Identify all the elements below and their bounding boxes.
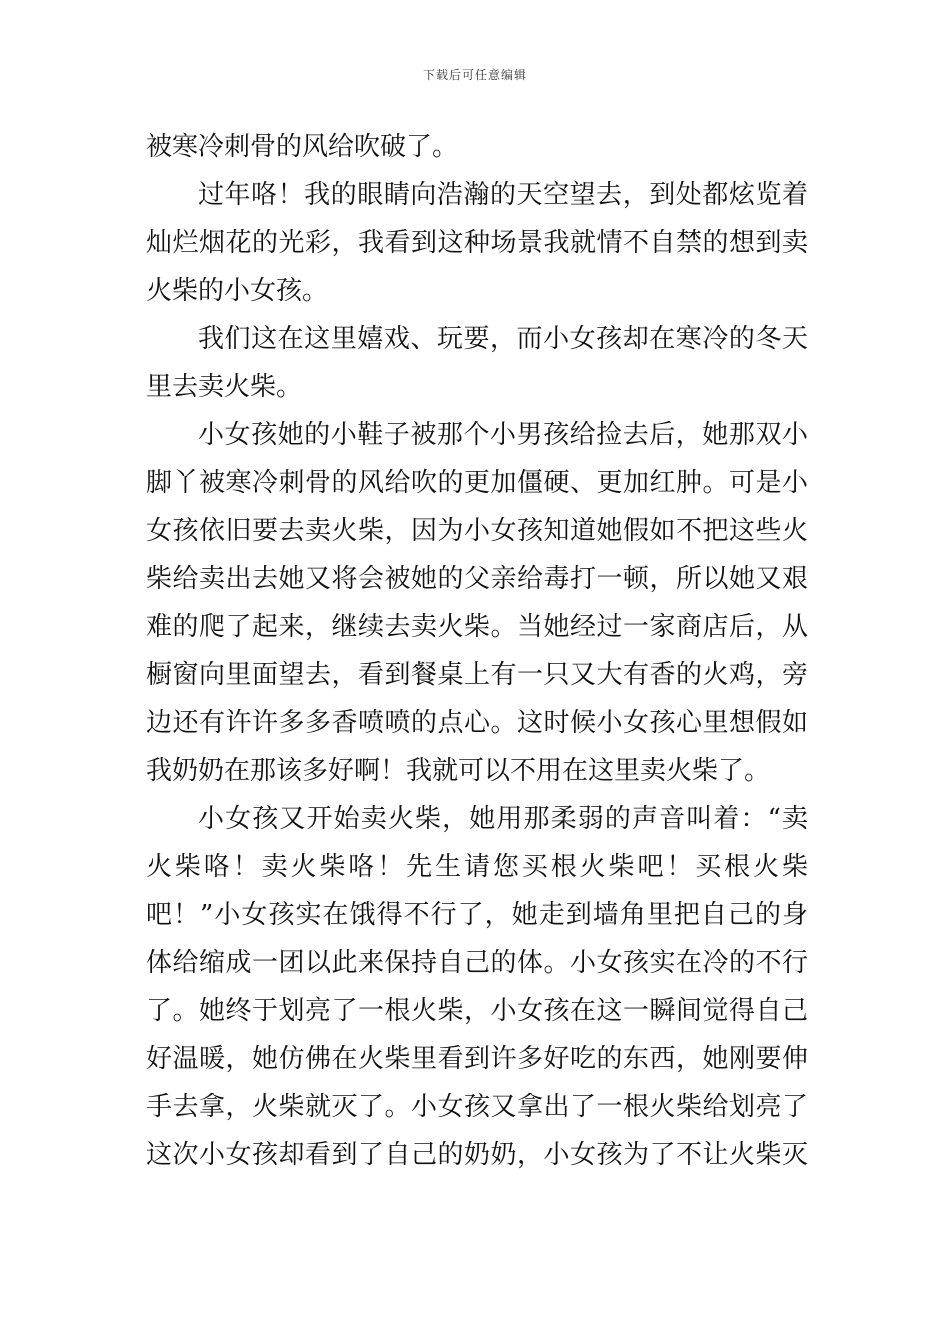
text-line: 好温暖，她仿佛在火柴里看到许多好吃的东西，她刚要伸 bbox=[146, 1044, 808, 1074]
text-line: 小女孩她的小鞋子被那个小男孩给捡去后，她那双小 bbox=[198, 420, 808, 450]
text-line: 被寒冷刺骨的风给吹破了。 bbox=[146, 132, 459, 162]
text-line: 体给缩成一团以此来保持自己的体。小女孩实在冷的不行 bbox=[146, 948, 808, 978]
text-line: 吧！”小女孩实在饿得不行了，她走到墙角里把自己的身 bbox=[146, 900, 808, 930]
text-line: 脚丫被寒冷刺骨的风给吹的更加僵硬、更加红肿。可是小 bbox=[146, 468, 808, 498]
text-line: 难的爬了起来，继续去卖火柴。当她经过一家商店后，从 bbox=[146, 612, 808, 642]
text-line: 我们这在这里嬉戏、玩要，而小女孩却在寒冷的冬天 bbox=[198, 324, 808, 354]
text-line: 这次小女孩却看到了自己的奶奶，小女孩为了不让火柴灭 bbox=[146, 1140, 808, 1170]
document-body bbox=[146, 123, 808, 1179]
text-line: 小女孩又开始卖火柴，她用那柔弱的声音叫着：“卖 bbox=[198, 804, 808, 834]
text-line: 过年咯！我的眼睛向浩瀚的天空望去，到处都炫览着 bbox=[198, 180, 808, 210]
text-line: 手去拿，火柴就灭了。小女孩又拿出了一根火柴给划亮了 bbox=[146, 1092, 808, 1122]
text-line: 橱窗向里面望去，看到餐桌上有一只又大有香的火鸡，旁 bbox=[146, 660, 808, 690]
text-line: 柴给卖出去她又将会被她的父亲给毒打一顿，所以她又艰 bbox=[146, 564, 808, 594]
download-note: 下载后可任意编辑 bbox=[422, 68, 527, 82]
text-line: 我奶奶在那该多好啊！我就可以不用在这里卖火柴了。 bbox=[146, 756, 771, 786]
text-line: 灿烂烟花的光彩，我看到这种场景我就情不自禁的想到卖 bbox=[146, 228, 808, 258]
text-line: 里去卖火柴。 bbox=[146, 372, 303, 402]
text-line: 边还有许许多多香喷喷的点心。这时候小女孩心里想假如 bbox=[146, 708, 808, 738]
text-line: 了。她终于划亮了一根火柴，小女孩在这一瞬间觉得自己 bbox=[146, 996, 808, 1026]
text-line: 女孩依旧要去卖火柴，因为小女孩知道她假如不把这些火 bbox=[146, 516, 808, 546]
text-line: 火柴的小女孩。 bbox=[146, 276, 329, 306]
text-line: 火柴咯！卖火柴咯！先生请您买根火柴吧！买根火柴 bbox=[146, 852, 808, 882]
